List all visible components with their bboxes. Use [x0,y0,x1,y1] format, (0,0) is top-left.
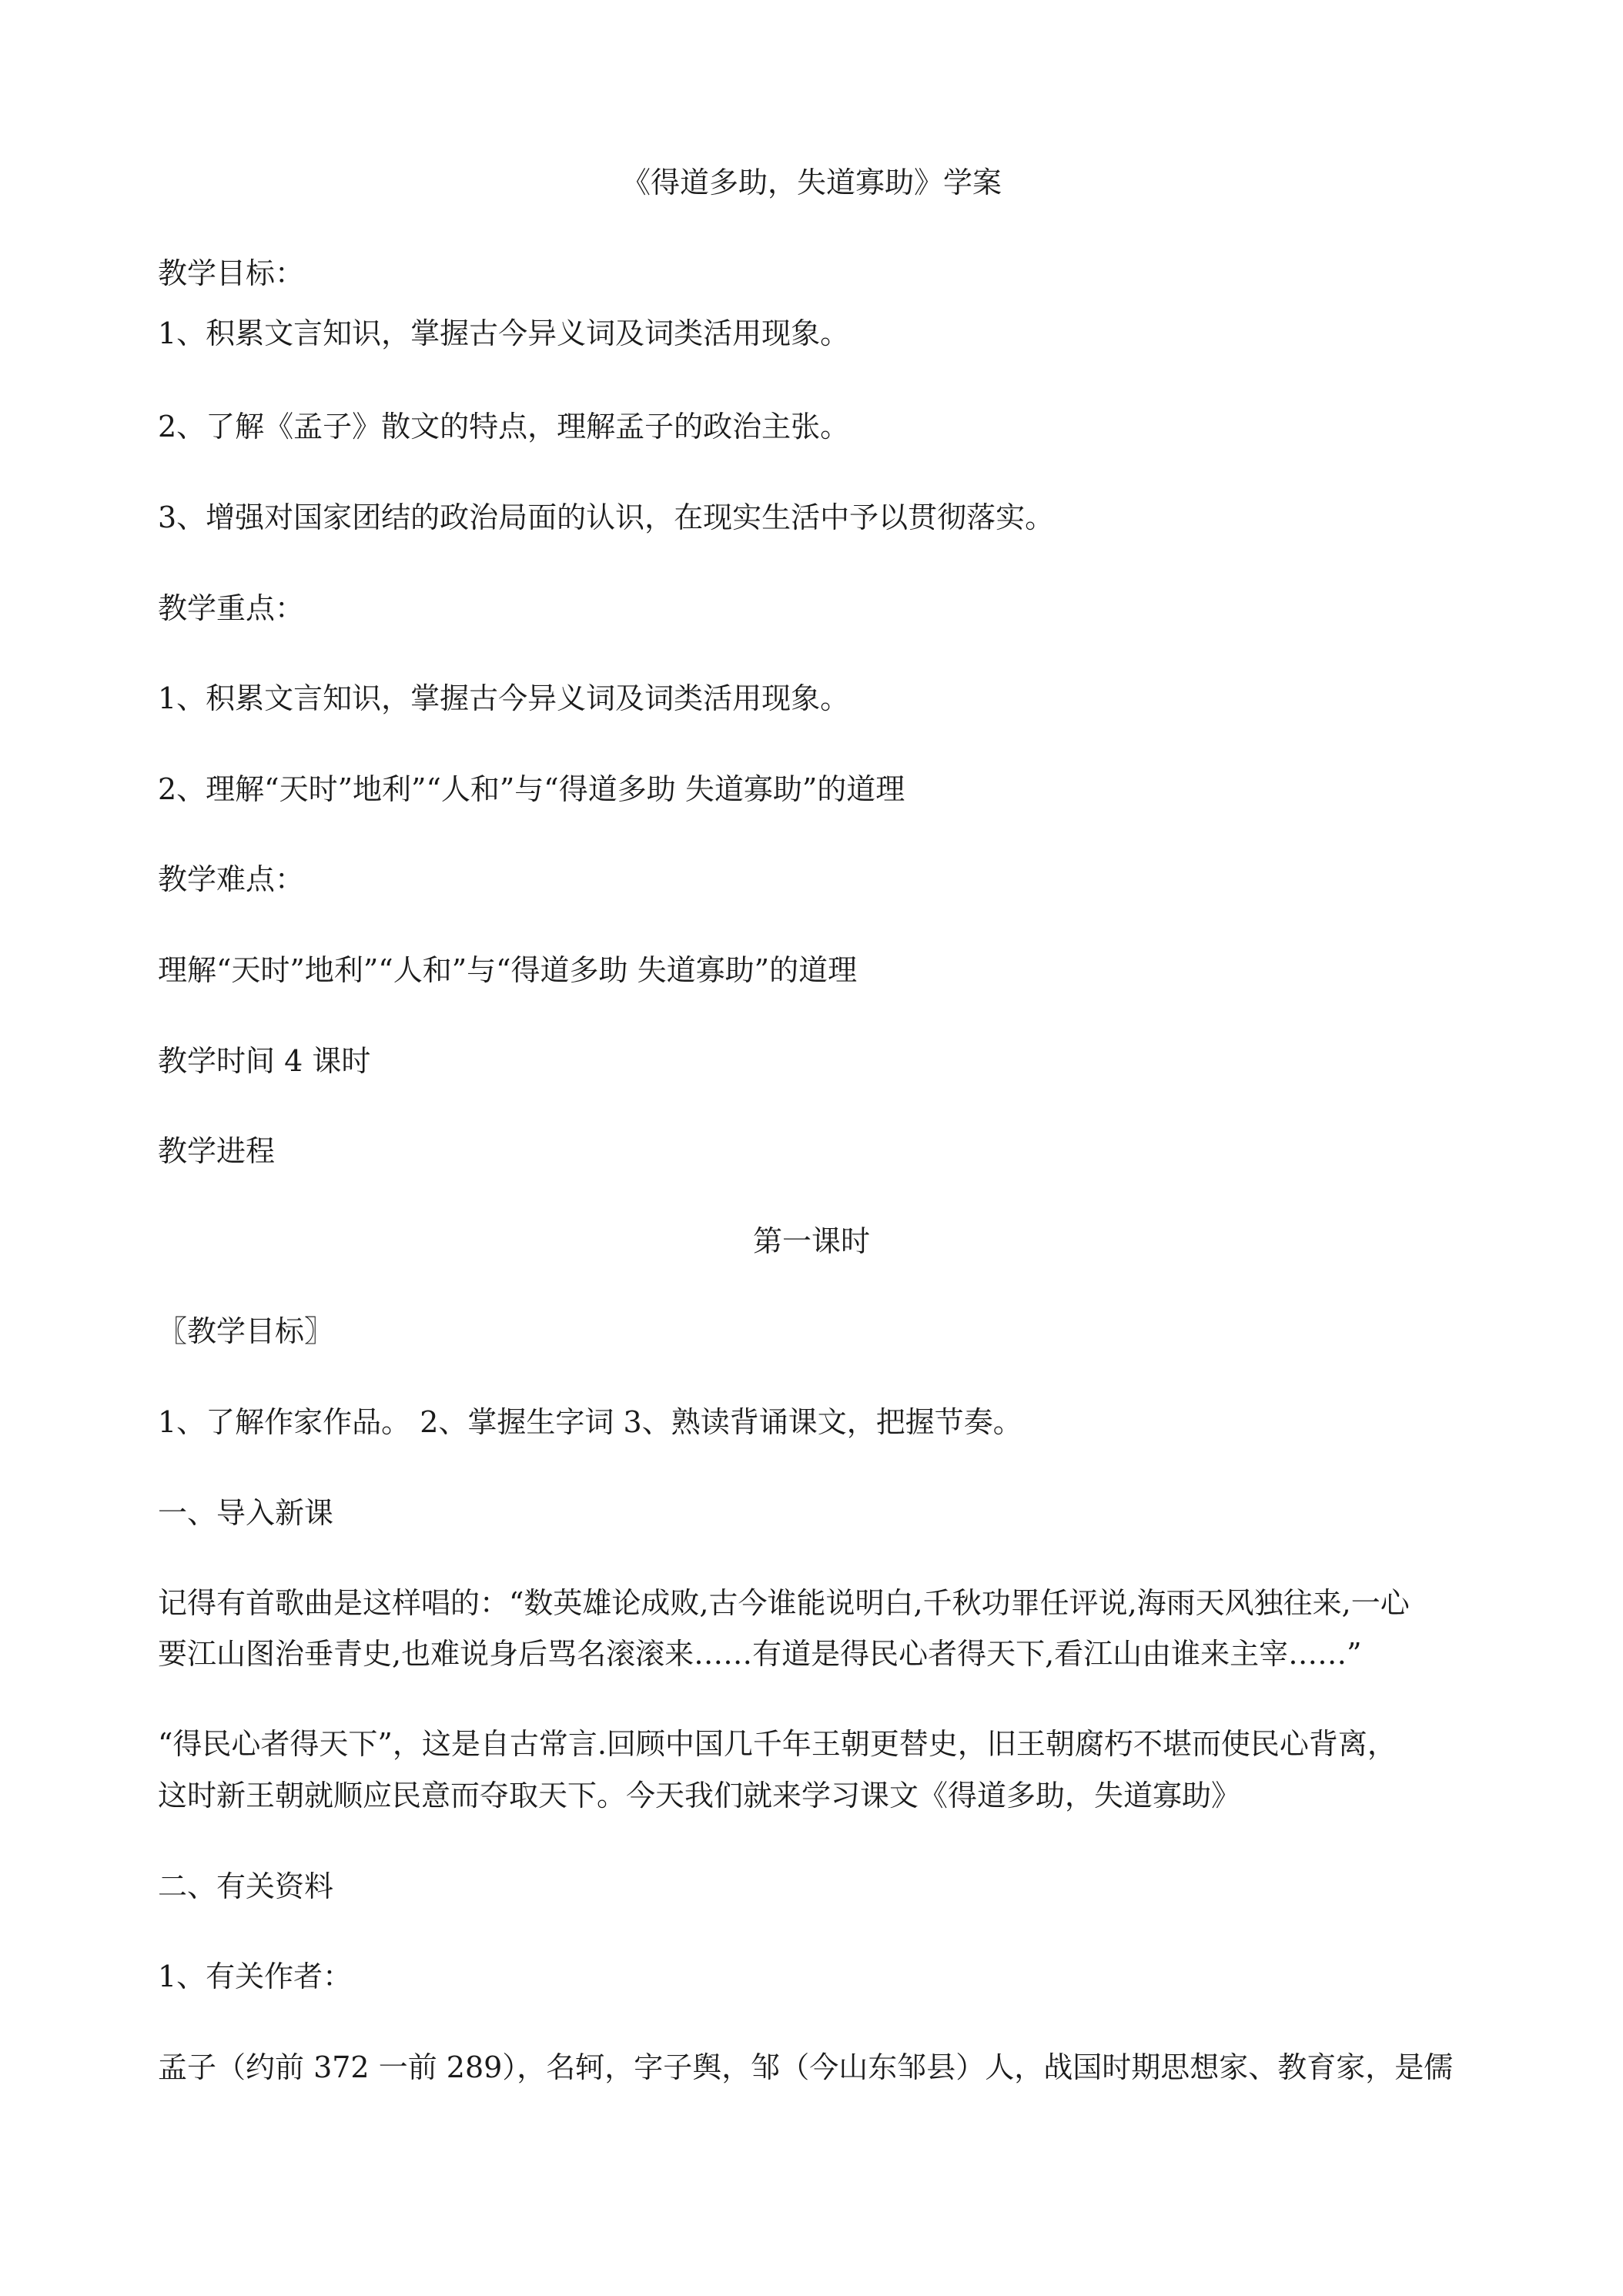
goal-line-3: 3、增强对国家团结的政治局面的认识，在现实生活中予以贯彻落实。 [158,500,1055,534]
document-title: 《得道多助，失道寡助》学案 [621,166,1002,199]
section1-para1-line-1: 记得有首歌曲是这样唱的：“数英雄论成败,古今谁能说明白,千秋功罪任评说,海雨天风独往来,一心 [158,1586,1410,1620]
section1-heading: 一、导入新课 [158,1496,334,1530]
section1-para1-line-2: 要江山图治垂青史,也难说身后骂名滚滚来……有道是得民心者得天下,看江山由谁来主宰……” [158,1637,1362,1671]
key-points-heading: 教学重点： [158,591,305,625]
process-heading: 教学进程 [158,1134,276,1168]
section2-author-heading: 1、有关作者： [158,1960,353,1993]
difficulty-heading: 教学难点： [158,862,305,896]
lesson1-goals-heading: 〖教学目标〗 [158,1314,334,1348]
section2-heading: 二、有关资料 [158,1869,334,1903]
goal-line-1: 1、积累文言知识，掌握古今异义词及词类活用现象。 [158,316,850,350]
key-point-line-2: 2、理解“天时”地利”“人和”与“得道多助 失道寡助”的道理 [158,772,905,806]
section1-para2-line-1: “得民心者得天下”，这是自古常言.回顾中国几千年王朝更替史，旧王朝腐朽不堪而使民心背离， [158,1727,1397,1761]
lesson1-goals: 1、了解作家作品。 2、掌握生字词 3、熟读背诵课文，把握节奏。 [158,1405,1022,1439]
goals-heading: 教学目标： [158,256,305,290]
key-point-line-1: 1、积累文言知识，掌握古今异义词及词类活用现象。 [158,681,850,715]
difficulty-line: 理解“天时”地利”“人和”与“得道多助 失道寡助”的道理 [158,953,858,987]
lesson1-title: 第一课时 [752,1224,870,1258]
teaching-time: 教学时间 4 课时 [158,1044,371,1078]
section1-para2-line-2: 这时新王朝就顺应民意而夺取天下。今天我们就来学习课文《得道多助，失道寡助》 [158,1779,1241,1812]
goal-line-2: 2、了解《孟子》散文的特点，理解孟子的政治主张。 [158,410,850,443]
section2-author-paragraph: 孟子（约前 372 一前 289），名轲，字子舆，邹（今山东邹县）人，战国时期思想家、教育家，是儒 [158,2050,1454,2084]
